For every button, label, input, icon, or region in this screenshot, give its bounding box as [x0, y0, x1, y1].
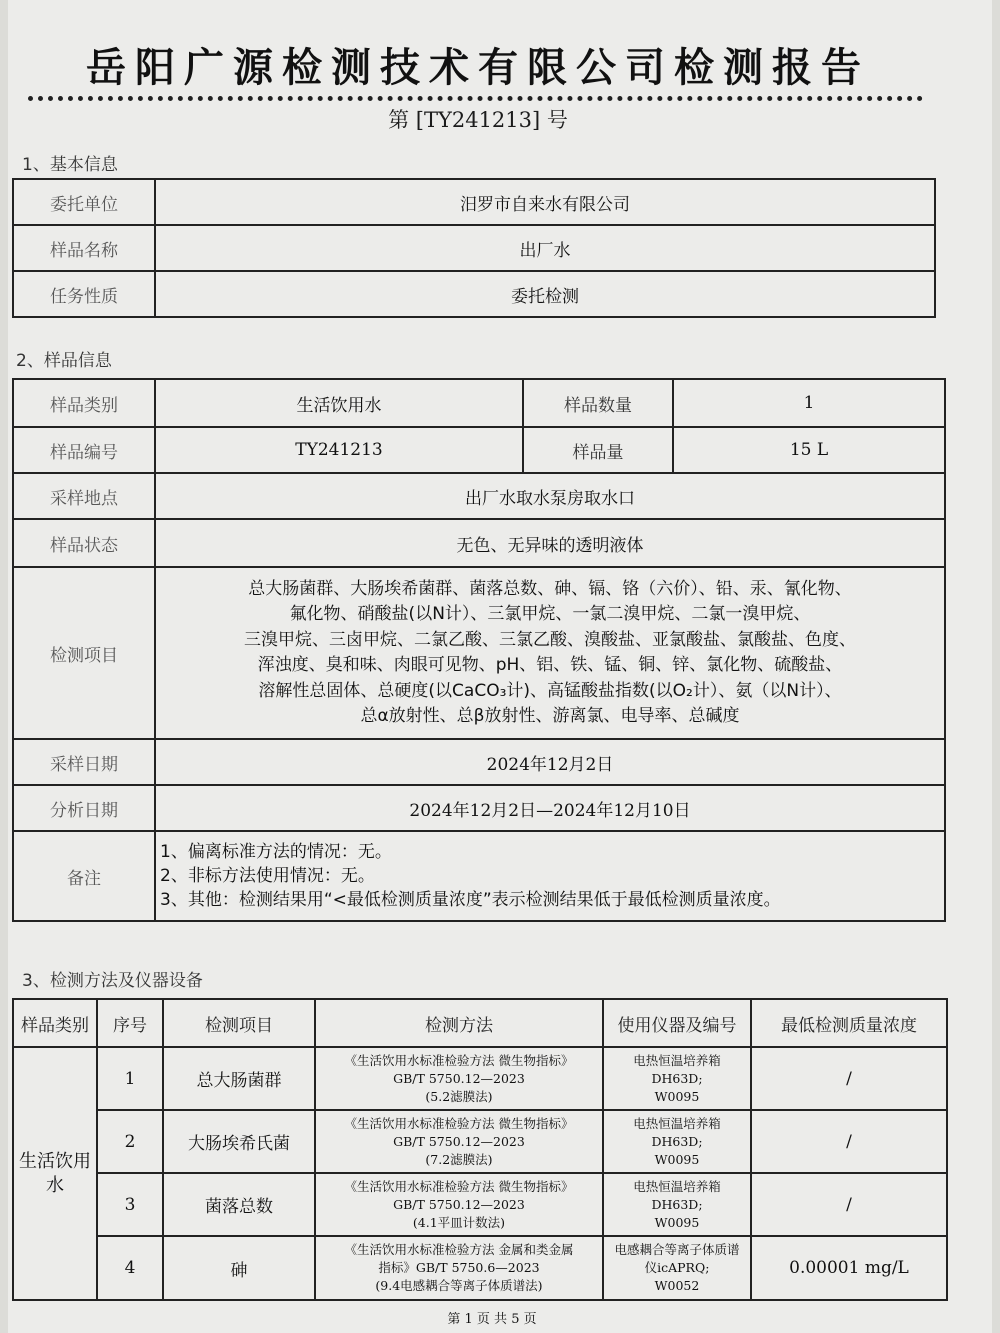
items-value	[155, 567, 945, 739]
row-limit: /	[751, 1110, 947, 1173]
instrument-line: 电感耦合等离子体质谱	[614, 1242, 740, 1257]
table-row	[13, 1173, 947, 1236]
method-line: GB/T 5750.12—2023	[393, 1070, 525, 1086]
row-item: 菌落总数	[163, 1173, 315, 1236]
category-value: 生活饮用水	[155, 379, 523, 427]
row-method	[315, 1110, 603, 1173]
instrument-line: 电热恒温培养箱	[633, 1115, 721, 1131]
row-method	[315, 1236, 603, 1300]
items-line: 氟化物、硝酸盐(以N计）、三氯甲烷、一氯二溴甲烷、二氯一溴甲烷、	[289, 604, 811, 624]
instrument-line: W0095	[654, 1214, 700, 1230]
sample-name-value: 出厂水	[155, 225, 935, 271]
method-line: (5.2滤膜法)	[425, 1088, 493, 1104]
analysis-date-value: 2024年12月2日—2024年12月10日	[155, 785, 945, 831]
row-item: 大肠埃希氏菌	[163, 1110, 315, 1173]
items-line: 三溴甲烷、三卤甲烷、二氯乙酸、三氯乙酸、溴酸盐、亚氯酸盐、氯酸盐、色度、	[244, 629, 856, 650]
row-method	[315, 1047, 603, 1110]
instrument-line: DH63D;	[651, 1133, 703, 1149]
state-label: 样品状态	[13, 519, 155, 567]
items-line: 总大肠菌群、大肠埃希菌群、菌落总数、砷、镉、铬（六价）、铅、汞、氰化物、	[248, 578, 852, 599]
sample-name-label: 样品名称	[13, 225, 155, 271]
page-footer: 第 1 页 共 5 页	[447, 1312, 537, 1327]
items-line: 总α放射性、总β放射性、游离氯、电导率、总碱度	[360, 706, 740, 726]
remark-line: 3、其他：检测结果用“<最低检测质量浓度”表示检测结果低于最低检测质量浓度。	[160, 890, 781, 910]
header-item: 检测项目	[163, 999, 315, 1047]
row-method	[315, 1173, 603, 1236]
row-limit: 0.00001 mg/L	[751, 1236, 947, 1300]
volume-label: 样品量	[523, 427, 673, 473]
sample-info-table	[12, 378, 946, 922]
analysis-date-label: 分析日期	[13, 785, 155, 831]
row-no: 3	[97, 1173, 163, 1236]
row-no: 2	[97, 1110, 163, 1173]
instrument-line: 仪icAPRQ;	[644, 1260, 710, 1275]
header-category: 样品类别	[13, 999, 97, 1047]
row-no: 4	[97, 1236, 163, 1300]
instrument-line: DH63D;	[651, 1196, 703, 1212]
category-label: 样品类别	[13, 379, 155, 427]
section-sample-heading: 2、样品信息	[16, 351, 112, 371]
method-line: (7.2滤膜法)	[425, 1151, 493, 1167]
remarks-label: 备注	[13, 831, 155, 921]
items-label: 检测项目	[13, 567, 155, 739]
row-limit: /	[751, 1047, 947, 1110]
row-limit: /	[751, 1173, 947, 1236]
row-no: 1	[97, 1047, 163, 1110]
report-title: 岳阳广源检测技术有限公司检测报告	[86, 45, 870, 91]
method-line: GB/T 5750.12—2023	[393, 1196, 525, 1212]
method-line: (9.4电感耦合等离子体质谱法)	[375, 1278, 543, 1293]
sampling-date-label: 采样日期	[13, 739, 155, 785]
title-divider	[28, 96, 923, 101]
table-row	[13, 1110, 947, 1173]
client-label: 委托单位	[13, 179, 155, 225]
header-method: 检测方法	[315, 999, 603, 1047]
method-line: 《生活饮用水标准检验方法 微生物指标》	[344, 1115, 574, 1131]
row-item: 砷	[163, 1236, 315, 1300]
row-instrument	[603, 1047, 751, 1110]
section-methods-heading: 3、检测方法及仪器设备	[22, 971, 203, 991]
section-basic-heading: 1、基本信息	[22, 155, 118, 175]
method-line: 《生活饮用水标准检验方法 微生物指标》	[344, 1052, 574, 1068]
method-line: GB/T 5750.12—2023	[393, 1133, 525, 1149]
row-instrument	[603, 1236, 751, 1300]
instrument-line: W0095	[654, 1151, 700, 1167]
basic-info-table	[12, 178, 936, 318]
client-value: 汨罗市自来水有限公司	[155, 179, 935, 225]
methods-table	[12, 998, 948, 1301]
table-row	[13, 1047, 947, 1110]
instrument-line: 电热恒温培养箱	[633, 1178, 721, 1194]
instrument-line: DH63D;	[651, 1070, 703, 1086]
code-label: 样品编号	[13, 427, 155, 473]
method-line: 指标》GB/T 5750.6—2023	[378, 1260, 540, 1275]
method-line: (4.1平皿计数法)	[412, 1214, 506, 1230]
row-instrument	[603, 1110, 751, 1173]
volume-value: 15 L	[673, 427, 945, 473]
method-line: 《生活饮用水标准检验方法 金属和类金属	[344, 1242, 574, 1257]
report-number: 第 [TY241213] 号	[388, 108, 568, 132]
quantity-label: 样品数量	[523, 379, 673, 427]
row-item: 总大肠菌群	[163, 1047, 315, 1110]
header-instrument: 使用仪器及编号	[603, 999, 751, 1047]
site-label: 采样地点	[13, 473, 155, 519]
category-cell: 生活饮用水	[13, 1047, 97, 1300]
method-line: 《生活饮用水标准检验方法 微生物指标》	[344, 1178, 574, 1194]
code-value: TY241213	[155, 427, 523, 473]
report-page	[8, 0, 992, 1333]
items-line: 浑浊度、臭和味、肉眼可见物、pH、铝、铁、锰、铜、锌、氯化物、硫酸盐、	[257, 655, 843, 675]
quantity-value: 1	[673, 379, 945, 427]
remarks-value	[155, 831, 945, 921]
site-value: 出厂水取水泵房取水口	[155, 473, 945, 519]
task-label: 任务性质	[13, 271, 155, 317]
task-value: 委托检测	[155, 271, 935, 317]
remark-line: 2、非标方法使用情况：无。	[160, 866, 375, 886]
instrument-line: W0095	[654, 1088, 700, 1104]
instrument-line: 电热恒温培养箱	[633, 1052, 721, 1068]
row-instrument	[603, 1173, 751, 1236]
header-limit: 最低检测质量浓度	[751, 999, 947, 1047]
items-line: 溶解性总固体、总硬度(以CaCO₃计)、高锰酸盐指数(以O₂计）、氨（以N计）、	[258, 680, 842, 701]
header-no: 序号	[97, 999, 163, 1047]
table-row	[13, 1236, 947, 1300]
state-value: 无色、无异味的透明液体	[155, 519, 945, 567]
instrument-line: W0052	[654, 1278, 700, 1293]
remark-line: 1、偏离标准方法的情况：无。	[160, 842, 392, 862]
sampling-date-value: 2024年12月2日	[155, 739, 945, 785]
